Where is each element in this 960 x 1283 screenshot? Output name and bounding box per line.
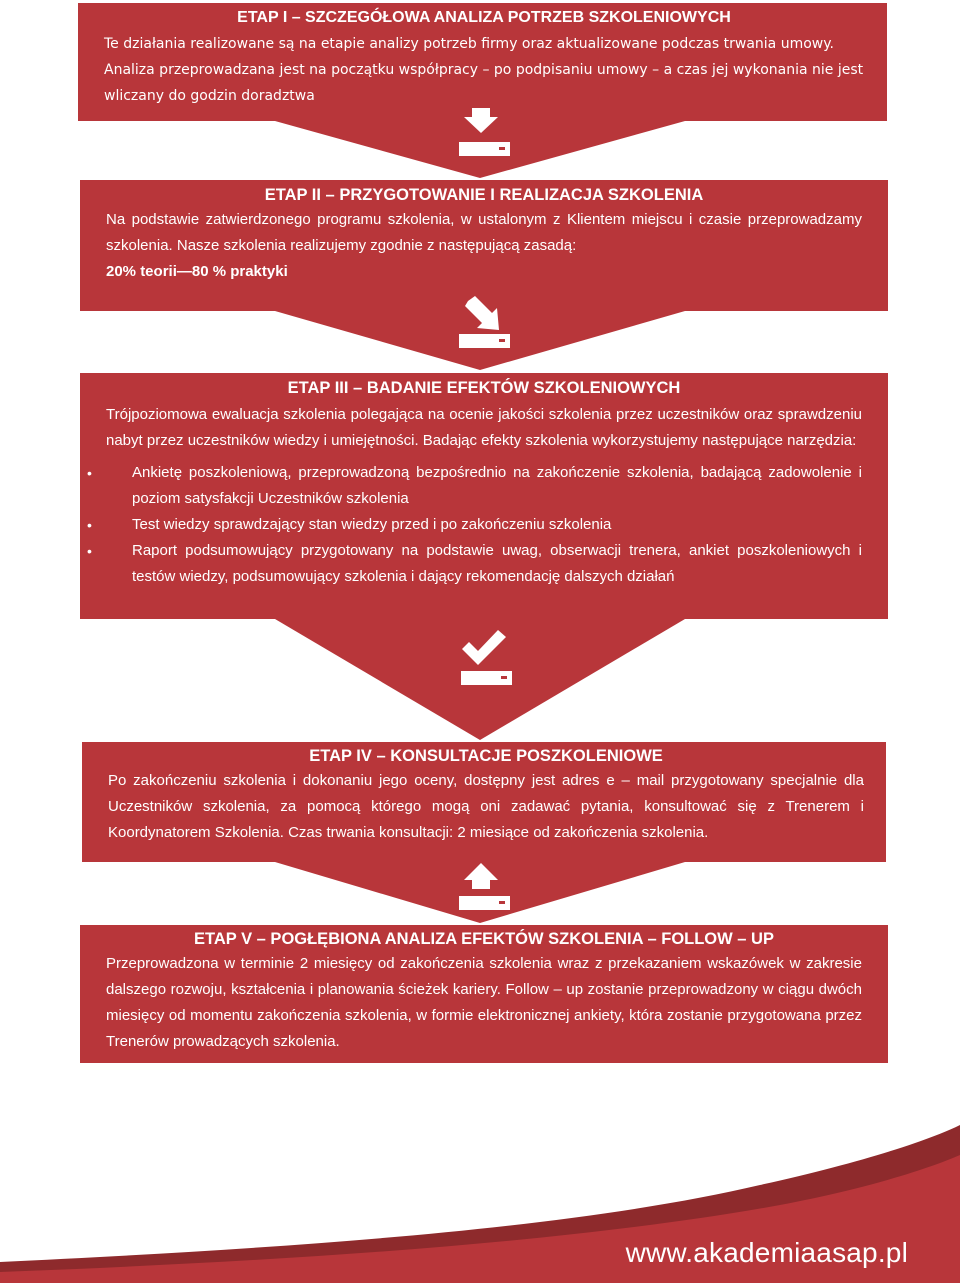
website-link[interactable]: www.akademiaasap.pl xyxy=(625,1237,908,1268)
stage-4 xyxy=(108,747,864,846)
stage-1-title: ETAP I – SZCZEGÓŁOWA ANALIZA POTRZEB SZKOLENIOWYCH xyxy=(237,9,731,26)
list-item: • Test wiedzy sprawdzający stan wiedzy przed i po zakończeniu szkolenia xyxy=(82,512,862,538)
stage-2 xyxy=(106,186,862,285)
list-item: • Raport podsumowujący przygotowany na podstawie uwag, obserwacji trenera, ankiet poszkoleniowych i testów wiedzy, podsumowujący szkolenia i dający rekomendację dalszych działań xyxy=(82,538,862,590)
list-item: • Ankietę poszkoleniową, przeprowadzoną bezpośrednio na zakończenie szkolenia, badającą zadowolenie i poziom satysfakcji Uczestników szkolenia xyxy=(82,460,862,512)
stage-5 xyxy=(106,930,862,1055)
stage-3-tools-list xyxy=(82,460,862,590)
stage-3-title: ETAP III – BADANIE EFEKTÓW SZKOLENIOWYCH xyxy=(287,379,681,397)
stage-2-text: Na podstawie zatwierdzonego programu szkolenia, w ustalonym z Klientem miejscu i czasie przeprowadzamy szkolenia. Nasze szkolenia realizujemy zgodnie z następującą zasadą: xyxy=(106,211,862,254)
stage-4-text: Po zakończeniu szkolenia i dokonaniu jego oceny, dostępny jest adres e – mail przygotowany specjalnie dla Uczestników szkolenia, za pomocą którego mogą oni zadawać pytania, konsultować się z Trenerem i Koordynatorem Szkolenia. Czas trwania konsultacji: 2 miesiące od zakończenia szkolenia. xyxy=(108,772,864,841)
stage-2-title: ETAP II – PRZYGOTOWANIE I REALIZACJA SZKOLENIA xyxy=(264,186,704,204)
stage-2-highlight: 20% teorii—80 % praktyki xyxy=(106,263,288,280)
stage-5-title: ETAP V – POGŁĘBIONA ANALIZA EFEKTÓW SZKOLENIA – FOLLOW – UP xyxy=(194,930,774,948)
stage-3-text: Trójpoziomowa ewaluacja szkolenia polegająca na ocenie jakości szkolenia przez uczestników oraz sprawdzeniu nabyt przez uczestników wiedzy i umiejętności. Badając efekty szkolenia wykorzystujemy następujące narzędzia: xyxy=(106,406,862,449)
stage-1 xyxy=(104,9,864,109)
stage-5-text: Przeprowadzona w terminie 2 miesięcy od zakończenia szkolenia wraz z przekazaniem wskazówek w zakresie dalszego rozwoju, kształcenia i planowania ścieżek kariery. Follow – up zostanie przeprowadzony w ciągu dwóch miesięcy od momentu zakończenia szkolenia, w formie elektronicznej ankiety, która zostanie przygotowana przez Trenerów prowadzących szkolenia. xyxy=(106,955,862,1050)
stage-3 xyxy=(82,379,862,590)
stage-4-title: ETAP IV – KONSULTACJE POSZKOLENIOWE xyxy=(309,747,663,765)
stage-1-text: Te działania realizowane są na etapie analizy potrzeb firmy oraz aktualizowane podczas trwania umowy. Analiza przeprowadzana jest na początku współpracy – po podpisaniu umowy – a czas jej wykonania nie jest wliczany do godzin doradztwa xyxy=(104,36,864,104)
